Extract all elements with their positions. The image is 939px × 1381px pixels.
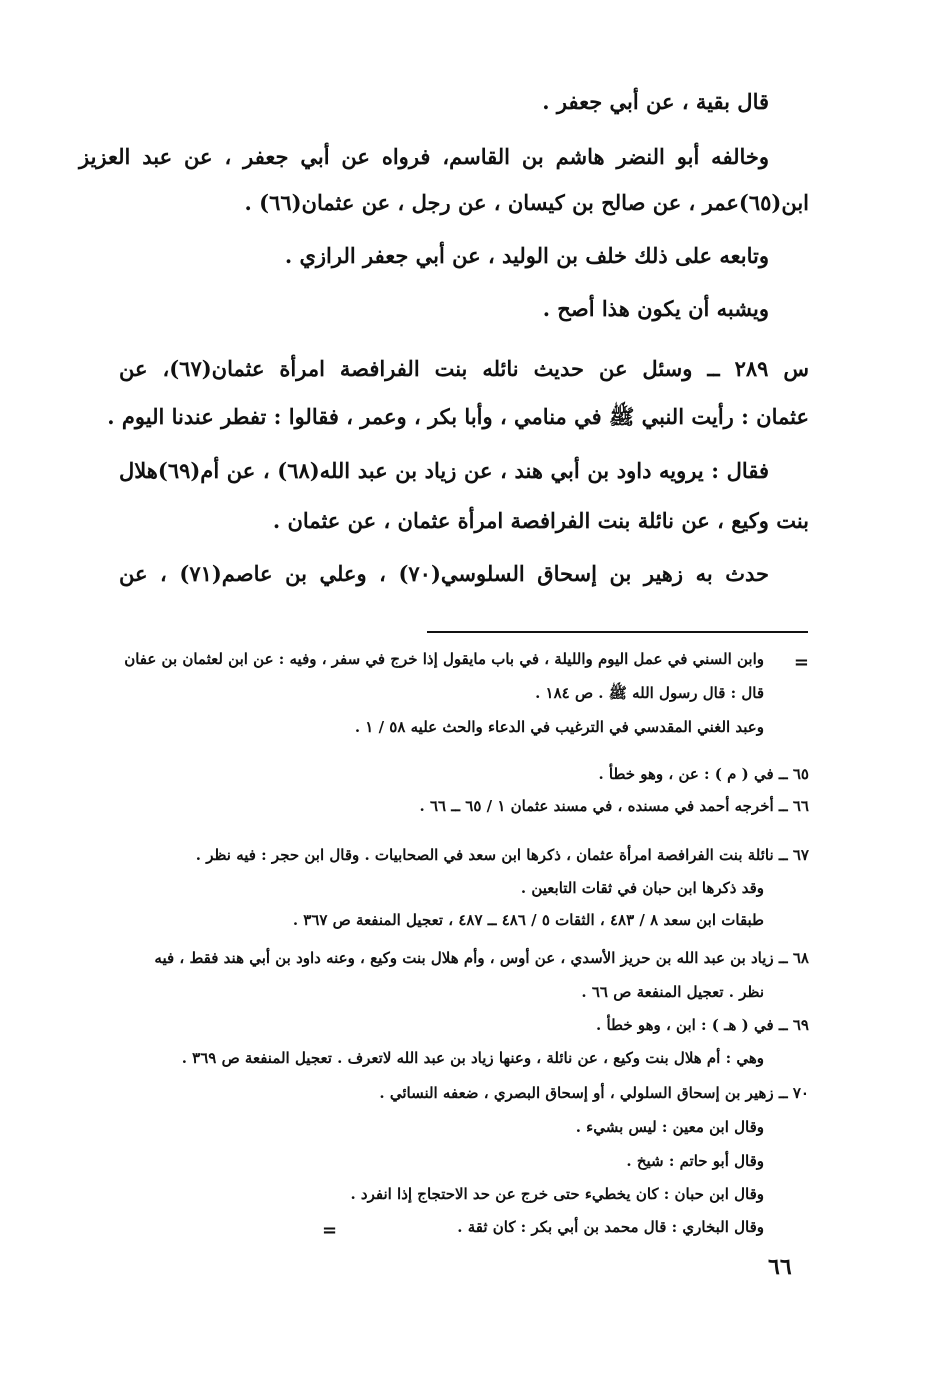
main-line-4: وتابعه على ذلك خلف بن الوليد ، عن أبي جعفر الرازي . <box>284 243 769 268</box>
main-line-3: ابن(٦٥)عمر ، عن صالح بن كيسان ، عن رجل ، عن عثمان(٦٦) . <box>244 190 809 215</box>
footnote-line-3: وعبد الغني المقدسي في الترغيب في الدعاء والحث عليه ٥٨ / ١ . <box>354 718 764 736</box>
main-line-2: وخالفه أبو النضر هاشم بن القاسم، فرواه عن أبي جعفر ، عن عبد العزيز <box>79 144 769 169</box>
main-line-10: حدث به زهير بن إسحاق السلوسي(٧٠) ، وعلي بن عاصم(٧١) ، عن <box>119 561 769 586</box>
main-line-8: فقال : يرويه داود بن أبي هند ، عن زياد بن عبد الله(٦٨) ، عن أم(٦٩)هلال <box>119 458 769 483</box>
main-line-1: قال بقية ، عن أبي جعفر . <box>542 89 769 114</box>
footnote-line-2: قال : قال رسول الله ﷺ . ص ١٨٤ . <box>535 684 764 702</box>
footnote-70-line-4: وقال ابن حبان : كان يخطيء حتى خرج عن حد الاحتجاج إذا انفرد . <box>350 1185 764 1203</box>
footnote-divider <box>427 631 808 633</box>
footnote-70-line-3: وقال أبو حاتم : شيخ . <box>626 1152 764 1170</box>
footnote-line-1: وابن السني في عمل اليوم والليلة ، في باب مايقول إذا خرج في سفر ، وفيه : عن ابن لعثمان بن عفان <box>124 650 764 668</box>
footnote-68: ٦٨ ــ زياد بن عبد الله بن حريز الأسدي ، عن أوس ، وأم هلال بنت وكيع ، وعنه داود بن أبي هند فقط ، فيه <box>154 949 809 967</box>
footnote-70: ٧٠ ــ زهير بن إسحاق السلولي ، أو إسحاق البصري ، ضعفه النسائي . <box>379 1084 809 1102</box>
footnote-69: ٦٩ ــ في ( هـ ) : ابن ، وهو خطأ . <box>596 1016 809 1034</box>
main-line-5: ويشبه أن يكون هذا أصح . <box>542 296 769 321</box>
continuation-mark-top: = <box>793 652 809 673</box>
continuation-mark-bottom: = <box>322 1220 338 1241</box>
footnote-65: ٦٥ ــ في ( م ) : عن ، وهو خطأ . <box>598 765 809 783</box>
main-line-9: بنت وكيع ، عن نائلة بنت الفرافصة امرأة عثمان ، عن عثمان . <box>272 508 809 533</box>
footnote-67-line-2: وقد ذكرها ابن حبان في ثقات التابعين . <box>520 879 764 897</box>
footnote-66: ٦٦ ــ أخرجه أحمد في مسنده ، في مسند عثمان ١ / ٦٥ ــ ٦٦ . <box>419 797 809 815</box>
main-line-7: عثمان : رأيت النبي ﷺ في منامي ، وأبا بكر ، وعمر ، فقالوا : تفطر عندنا اليوم . <box>107 404 809 429</box>
footnote-70-line-2: وقال ابن معين : ليس بشيء . <box>575 1118 764 1136</box>
footnote-67-line-3: طبقات ابن سعد ٨ / ٤٨٣ ، الثقات ٥ / ٤٨٦ ــ ٤٨٧ ، تعجيل المنفعة ص ٣٦٧ . <box>292 911 764 929</box>
footnote-67: ٦٧ ــ نائلة بنت الفرافصة امرأة عثمان ، ذكرها ابن سعد في الصحابيات . وقال ابن حجر : فيه نظر . <box>195 846 809 864</box>
footnote-70-line-5: وقال البخاري : قال محمد بن أبي بكر : كان ثقة . <box>457 1218 764 1236</box>
footnote-68-line-2: نظر . تعجيل المنفعة ص ٦٦ . <box>581 983 764 1001</box>
page-number: ٦٦ <box>768 1254 792 1280</box>
footnote-69-line-2: وهي : أم هلال بنت وكيع ، عن نائلة ، وعنها زياد بن عبد الله لاتعرف . تعجيل المنفعة ص ٣٦٩ . <box>181 1049 764 1067</box>
main-line-6: س ٢٨٩ ــ وسئل عن حديث نائله بنت الفرافصة امرأة عثمان(٦٧)، عن <box>119 356 809 381</box>
